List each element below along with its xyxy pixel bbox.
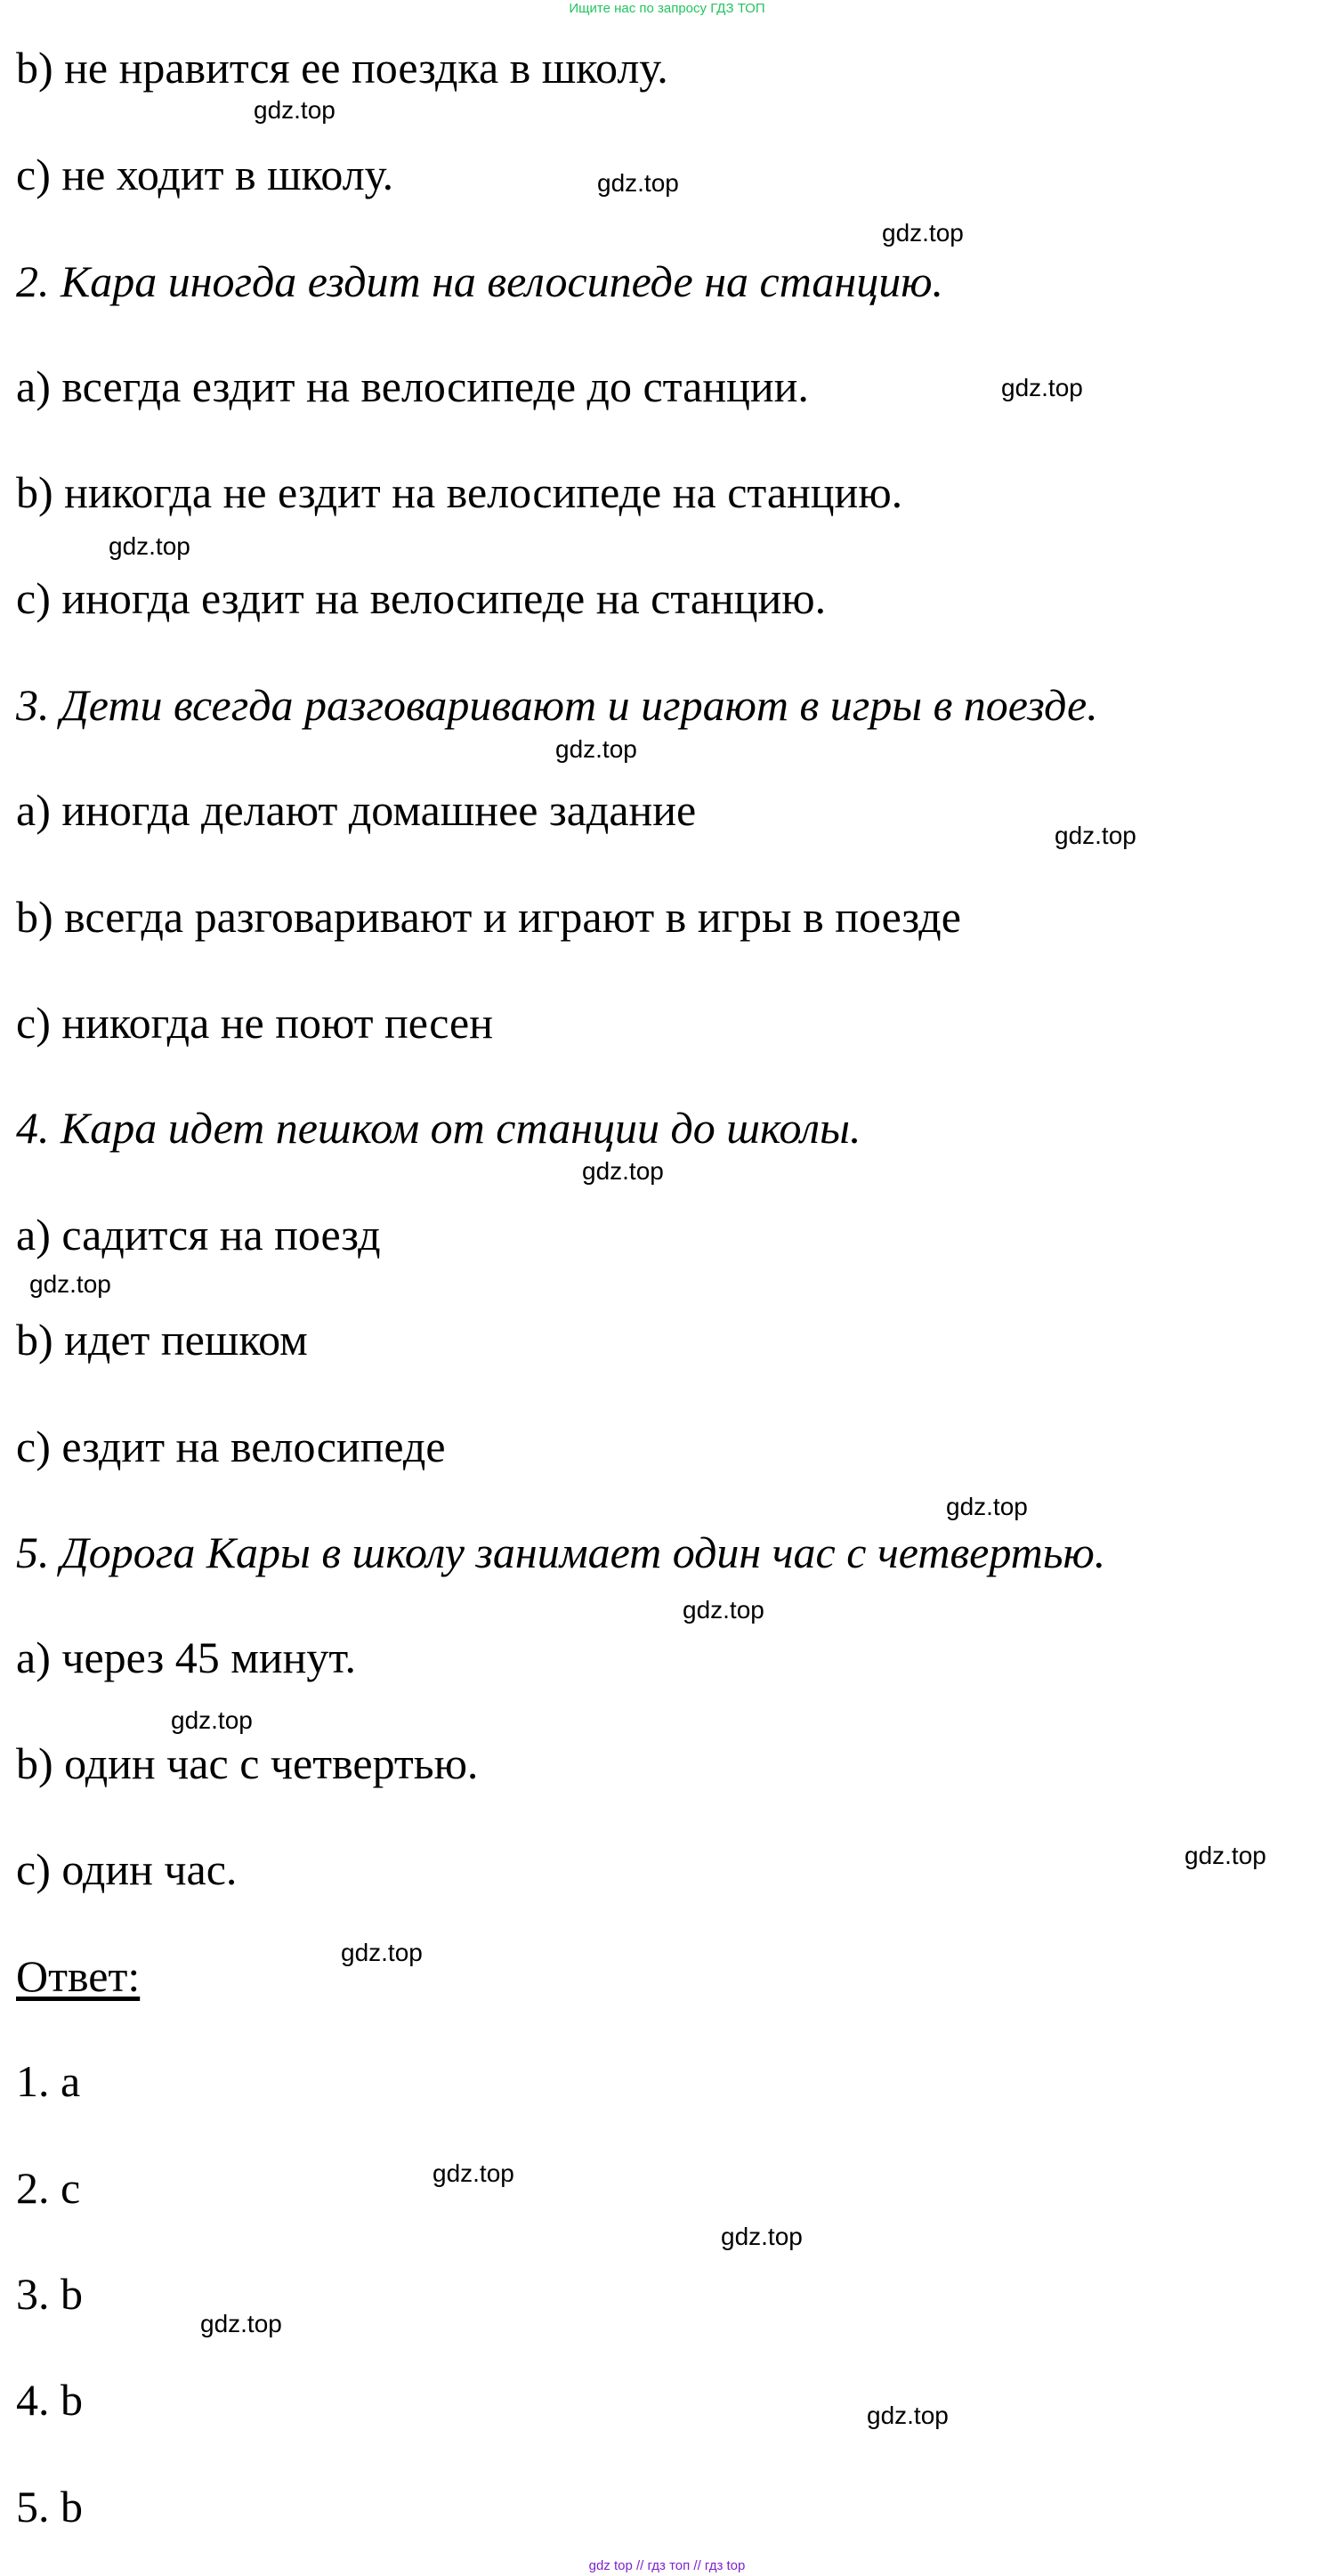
answer-5: 5. b — [16, 2482, 83, 2531]
option-2b: b) никогда не ездит на велосипеде на станцию. — [16, 467, 903, 517]
watermark: gdz.top — [29, 1270, 111, 1298]
watermark: gdz.top — [109, 532, 190, 560]
question-4: 4. Кара идет пешком от станции до школы. — [16, 1103, 861, 1153]
watermark: gdz.top — [946, 1493, 1028, 1520]
option-5a: a) через 45 минут. — [16, 1632, 356, 1682]
watermark: gdz.top — [721, 2223, 803, 2250]
watermark: gdz.top — [582, 1157, 664, 1185]
answer-1: 1. a — [16, 2056, 81, 2106]
watermark: gdz.top — [882, 219, 964, 247]
answer-2: 2. c — [16, 2163, 81, 2213]
top-banner: Ищите нас по запросу ГДЗ ТОП — [569, 1, 765, 16]
option-1b: b) не нравится ее поездка в школу. — [16, 43, 668, 93]
option-2c: c) иногда ездит на велосипеде на станцию. — [16, 573, 827, 623]
answer-3: 3. b — [16, 2269, 83, 2319]
option-5b: b) один час с четвертью. — [16, 1738, 479, 1788]
answer-title: Ответ: — [16, 1951, 141, 2001]
watermark: gdz.top — [555, 735, 637, 763]
watermark: gdz.top — [683, 1596, 764, 1624]
option-3b: b) всегда разговаривают и играют в игры в поезде — [16, 892, 961, 942]
watermark: gdz.top — [200, 2310, 282, 2337]
watermark: gdz.top — [867, 2402, 949, 2429]
watermark: gdz.top — [433, 2159, 514, 2187]
watermark: gdz.top — [254, 96, 336, 124]
watermark: gdz.top — [1055, 822, 1136, 849]
option-4a: a) садится на поезд — [16, 1210, 381, 1260]
question-2: 2. Кара иногда ездит на велосипеде на станцию. — [16, 256, 943, 306]
answer-4: 4. b — [16, 2375, 83, 2425]
footer: gdz top // гдз топ // гдз top — [588, 2558, 746, 2573]
option-5c: c) один час. — [16, 1844, 238, 1894]
watermark: gdz.top — [341, 1939, 423, 1966]
option-4b: b) идет пешком — [16, 1315, 308, 1365]
question-5: 5. Дорога Кары в школу занимает один час с четвертью. — [16, 1527, 1106, 1577]
watermark: gdz.top — [1001, 374, 1083, 401]
option-4c: c) ездит на велосипеде — [16, 1422, 446, 1471]
question-3: 3. Дети всегда разговаривают и играют в игры в поезде. — [16, 680, 1098, 730]
watermark: gdz.top — [171, 1706, 253, 1734]
option-3a: a) иногда делают домашнее задание — [16, 785, 697, 835]
option-2a: a) всегда ездит на велосипеде до станции. — [16, 361, 809, 411]
watermark: gdz.top — [1184, 1842, 1266, 1869]
watermark: gdz.top — [597, 169, 679, 197]
option-3c: c) никогда не поют песен — [16, 998, 493, 1048]
option-1c: c) не ходит в школу. — [16, 150, 394, 199]
